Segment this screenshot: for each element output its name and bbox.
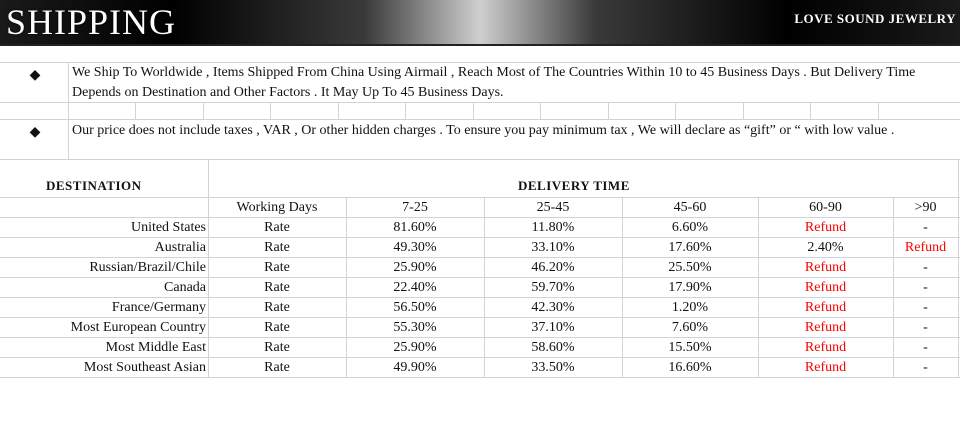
rate-cell: 15.50% (668, 340, 712, 355)
rate-cell: 6.60% (671, 220, 709, 235)
rate-cell: Rate (264, 320, 290, 335)
destination-cell: United States (130, 220, 206, 235)
destination-cell: France/Germany (111, 300, 206, 315)
rate-cell: 2.40% (807, 240, 844, 255)
destination-header: DESTINATION (46, 178, 142, 193)
tax-note: Our price does not include taxes , VAR , Or other hidden charges . To ensure you pay minimum tax , We will declare as “gift” or “ with low value . (72, 123, 895, 138)
rate-cell: Rate (264, 260, 290, 275)
column-header: 60-90 (809, 200, 842, 215)
rate-cell: 49.30% (393, 240, 437, 255)
rate-cell: Rate (264, 240, 290, 255)
rate-cell: 11.80% (531, 220, 575, 235)
rate-cell: Rate (264, 300, 290, 315)
refund-cell: Refund (804, 360, 847, 375)
rate-cell: 37.10% (531, 320, 575, 335)
brand-name: LOVE SOUND JEWELRY (794, 11, 956, 26)
rate-cell: - (923, 360, 928, 375)
destination-cell: Most Southeast Asian (83, 360, 206, 375)
refund-cell: Refund (904, 240, 947, 255)
rate-cell: - (923, 320, 928, 335)
rate-cell: 46.20% (531, 260, 575, 275)
rate-cell: 58.60% (531, 340, 575, 355)
rate-cell: 22.40% (393, 280, 437, 295)
refund-cell: Refund (804, 300, 847, 315)
rate-cell: 49.90% (393, 360, 437, 375)
rate-cell: 16.60% (668, 360, 712, 375)
rate-cell: - (923, 280, 928, 295)
shipping-sheet (0, 44, 960, 433)
refund-cell: Refund (804, 320, 847, 335)
rate-cell: 17.90% (668, 280, 712, 295)
shipping-note: We Ship To Worldwide , Items Shipped From China Using Airmail , Reach Most of The Countries Within 10 to 45 Business Days . But Delivery Time Depends on Destination and Other Factors . It May Up To 45 Business Days. (72, 65, 916, 100)
destination-cell: Most European Country (70, 320, 206, 335)
delivery-time-header: DELIVERY TIME (518, 178, 630, 193)
rate-cell: - (923, 220, 928, 235)
diamond-bullet-icon: ◆ (29, 68, 41, 83)
rate-cell: Rate (264, 220, 290, 235)
rate-cell: 42.30% (531, 300, 575, 315)
refund-cell: Refund (804, 220, 847, 235)
rate-cell: - (923, 300, 928, 315)
page-title: SHIPPING (6, 2, 177, 42)
rate-cell: 59.70% (531, 280, 575, 295)
rate-cell: 81.60% (393, 220, 437, 235)
rate-cell: 25.90% (393, 260, 437, 275)
rate-cell: - (923, 260, 928, 275)
rate-cell: - (923, 340, 928, 355)
column-header: Working Days (236, 200, 318, 215)
column-header: 7-25 (402, 200, 428, 215)
rate-cell: 55.30% (393, 320, 437, 335)
rate-cell: 25.50% (668, 260, 712, 275)
rate-cell: 33.50% (531, 360, 575, 375)
refund-cell: Refund (804, 280, 847, 295)
rate-cell: 25.90% (393, 340, 437, 355)
destination-cell: Russian/Brazil/Chile (89, 260, 206, 275)
refund-cell: Refund (804, 260, 847, 275)
rate-cell: 56.50% (393, 300, 437, 315)
destination-cell: Most Middle East (105, 340, 206, 355)
destination-cell: Canada (164, 280, 206, 295)
refund-cell: Refund (804, 340, 847, 355)
rate-cell: 1.20% (671, 300, 709, 315)
rate-cell: Rate (264, 340, 290, 355)
rate-cell: Rate (264, 280, 290, 295)
diamond-bullet-icon: ◆ (29, 125, 41, 140)
column-header: 45-60 (673, 200, 707, 215)
rate-cell: Rate (264, 360, 290, 375)
column-header: 25-45 (536, 200, 570, 215)
column-header: >90 (914, 200, 937, 215)
rate-cell: 7.60% (671, 320, 709, 335)
header-banner (0, 0, 960, 46)
rate-cell: 33.10% (531, 240, 575, 255)
destination-cell: Australia (154, 240, 206, 255)
rate-cell: 17.60% (668, 240, 712, 255)
